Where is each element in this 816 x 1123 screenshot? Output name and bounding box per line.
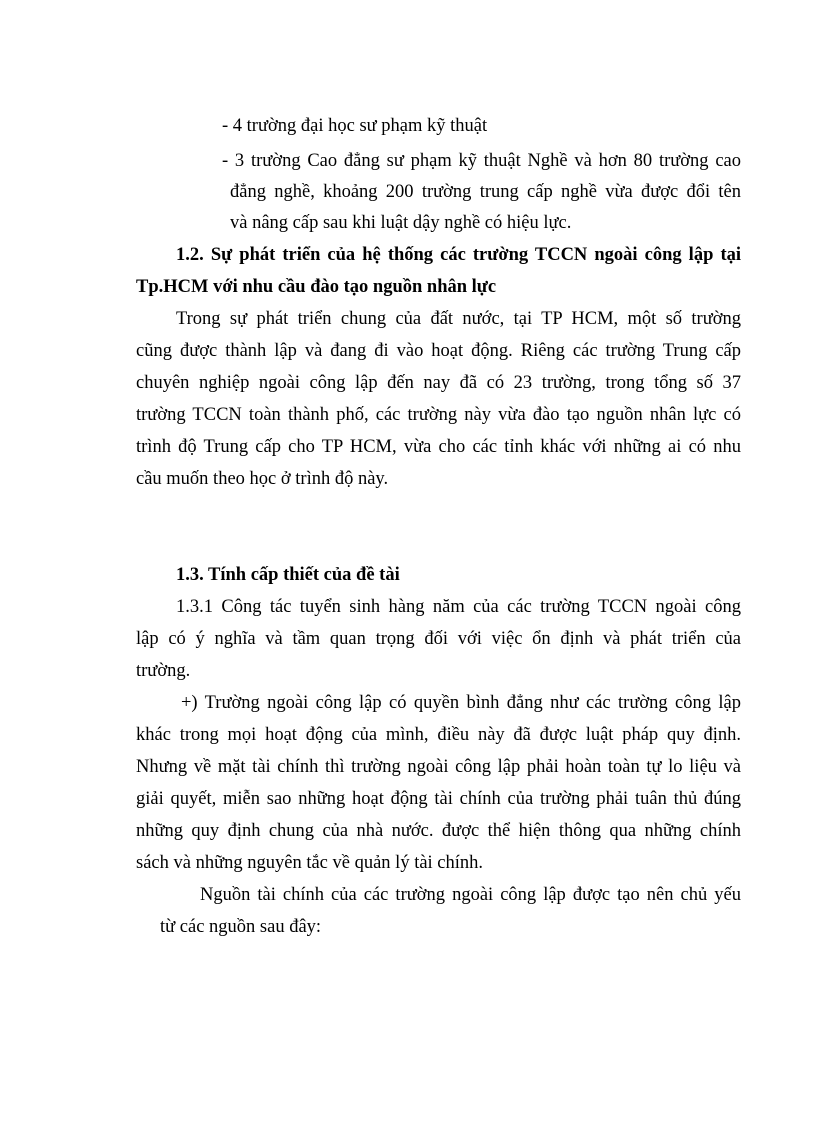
paragraph-line: chuyên nghiệp ngoài công lập đến nay đã có 23 trường, trong tổng số 37 xyxy=(136,373,741,393)
paragraph-line: +) Trường ngoài công lập có quyền bình đẳng như các trường công lập xyxy=(181,693,741,713)
paragraph-line: trình độ Trung cấp cho TP HCM, vừa cho các tỉnh khác với những ai có nhu xyxy=(136,437,741,457)
paragraph-line: cầu muốn theo học ở trình độ này. xyxy=(136,469,389,489)
paragraph-line: từ các nguồn sau đây: xyxy=(160,917,322,937)
paragraph-line: những quy định chung của nhà nước. được thể hiện thông qua những chính xyxy=(136,821,741,841)
list-item-continuation: đẳng nghề, khoảng 200 trường trung cấp nghề vừa được đổi tên xyxy=(230,182,741,202)
paragraph-line: giải quyết, miễn sao những hoạt động tài chính của trường phải tuân thủ đúng xyxy=(136,789,741,809)
section-heading: 1.3. Tính cấp thiết của đề tài xyxy=(176,565,400,585)
paragraph-line: sách và những nguyên tắc về quản lý tài chính. xyxy=(136,853,484,873)
paragraph-line: khác trong mọi hoạt động của mình, điều này đã được luật pháp quy định. xyxy=(136,725,741,745)
section-heading: 1.2. Sự phát triển của hệ thống các trường TCCN ngoài công lập tại xyxy=(176,245,741,265)
paragraph-line: Nguồn tài chính của các trường ngoài công lập được tạo nên chủ yếu xyxy=(200,885,741,905)
paragraph-line: trường TCCN toàn thành phố, các trường này vừa đào tạo nguồn nhân lực có xyxy=(136,405,741,425)
section-heading-continuation: Tp.HCM với nhu cầu đào tạo nguồn nhân lực xyxy=(136,277,497,297)
list-item: - 3 trường Cao đẳng sư phạm kỹ thuật Nghề và hơn 80 trường cao xyxy=(222,151,741,171)
list-item: - 4 trường đại học sư phạm kỹ thuật xyxy=(222,116,488,136)
paragraph-line: trường. xyxy=(136,661,191,681)
paragraph-line: cũng được thành lập và đang đi vào hoạt động. Riêng các trường Trung cấp xyxy=(136,341,741,361)
paragraph-line: lập có ý nghĩa và tầm quan trọng đối với việc ổn định và phát triển của xyxy=(136,629,741,649)
paragraph-line: Nhưng về mặt tài chính thì trường ngoài công lập phải hoàn toàn tự lo liệu và xyxy=(136,757,741,777)
list-item-continuation: và nâng cấp sau khi luật dậy nghề có hiệu lực. xyxy=(230,213,572,233)
paragraph-line: Trong sự phát triển chung của đất nước, tại TP HCM, một số trường xyxy=(176,309,741,329)
paragraph-line: 1.3.1 Công tác tuyển sinh hàng năm của các trường TCCN ngoài công xyxy=(176,597,741,617)
